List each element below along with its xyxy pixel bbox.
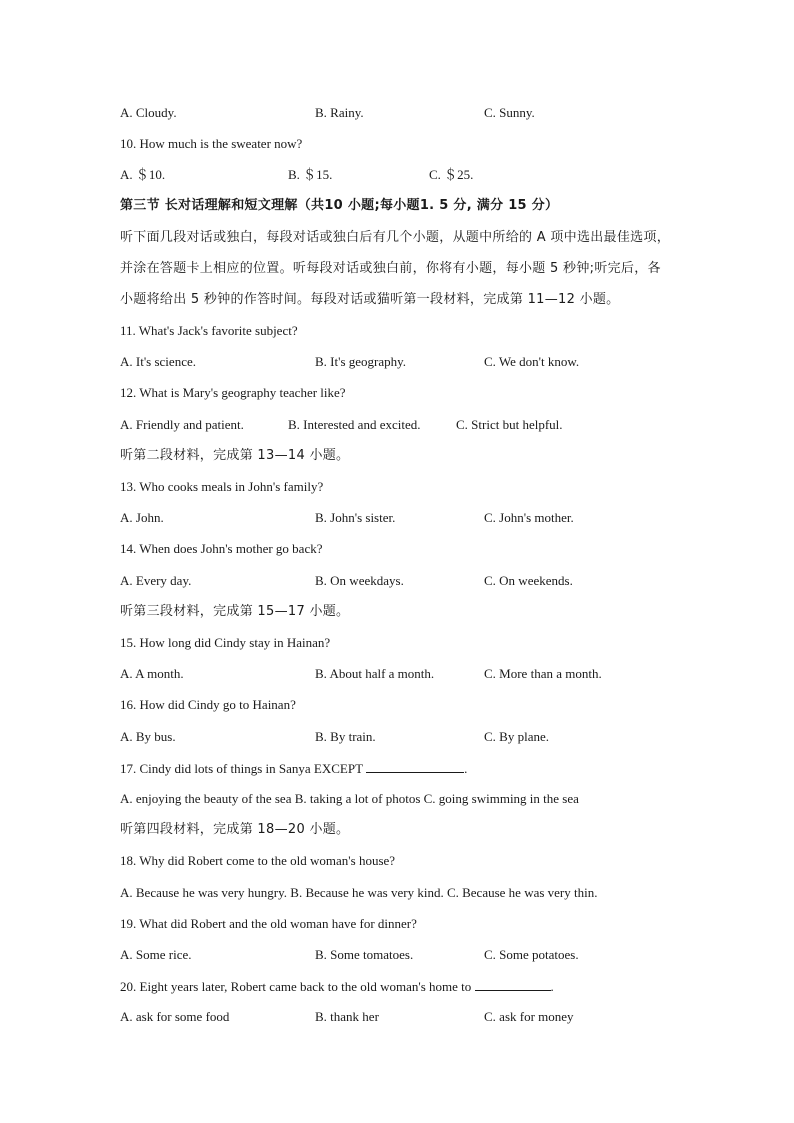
q18-options: A. Because he was very hungry. B. Because he was very kind. C. Because he was very thin.	[120, 885, 598, 900]
part4-intro: 听第四段材料，完成第 18—20 小题。	[120, 822, 350, 837]
q16-option-a: A. By bus.	[120, 729, 176, 744]
q13-option-a: A. John.	[120, 510, 164, 525]
q19-option-c: C. Some potatoes.	[484, 947, 579, 962]
q9-option-b: B. Rainy.	[315, 105, 364, 120]
instructions-line-2: 并涂在答题卡上相应的位置。听每段对话或独白前，你将有小题，每小题 5 秒钟;听完后，各	[120, 261, 661, 276]
q12-option-c: C. Strict but helpful.	[456, 417, 563, 432]
q9-option-c: C. Sunny.	[484, 105, 535, 120]
q20-answer-blank	[475, 978, 551, 991]
q15-question: 15. How long did Cindy stay in Hainan?	[120, 635, 331, 650]
q17-options: A. enjoying the beauty of the sea B. taking a lot of photos C. going swimming in the sea	[120, 791, 579, 806]
q14-option-a: A. Every day.	[120, 573, 192, 588]
q11-option-b: B. It's geography.	[315, 354, 407, 369]
q12-option-a: A. Friendly and patient.	[120, 417, 244, 432]
instructions-line-1: 听下面几段对话或独白，每段对话或独白后有几个小题，从题中所给的 A 项中选出最佳选项，	[120, 230, 671, 245]
q14-option-c: C. On weekends.	[484, 573, 573, 588]
q16-option-c: C. By plane.	[484, 729, 549, 744]
q17-question: 17. Cindy did lots of things in Sanya EXCEPT	[120, 761, 363, 776]
q20-end-period: .	[550, 979, 554, 994]
q19-option-b: B. Some tomatoes.	[315, 947, 414, 962]
q20-option-c: C. ask for money	[484, 1009, 574, 1024]
q10-question: 10. How much is the sweater now?	[120, 136, 303, 151]
q13-question: 13. Who cooks meals in John's family?	[120, 479, 324, 494]
q12-question: 12. What is Mary's geography teacher like?	[120, 385, 346, 400]
q20-question-line	[120, 978, 554, 995]
q13-option-b: B. John's sister.	[315, 510, 396, 525]
section-heading: 第三节 长对话理解和短文理解（共10 小题;每小题1. 5 分, 满分 15 分）	[120, 198, 559, 213]
q15-option-c: C. More than a month.	[484, 666, 602, 681]
q15-option-a: A. A month.	[120, 666, 184, 681]
part3-intro: 听第三段材料，完成第 15—17 小题。	[120, 604, 350, 619]
q10-option-b: B. ＄15.	[288, 167, 333, 182]
part2-intro: 听第二段材料，完成第 13—14 小题。	[120, 448, 350, 463]
q16-option-b: B. By train.	[315, 729, 376, 744]
q20-option-a: A. ask for some food	[120, 1009, 230, 1024]
q20-option-b: B. thank her	[315, 1009, 379, 1024]
q9-option-a: A. Cloudy.	[120, 105, 177, 120]
q11-option-a: A. It's science.	[120, 354, 196, 369]
q20-question: 20. Eight years later, Robert came back to the old woman's home to	[120, 979, 472, 994]
q17-end-period: .	[464, 761, 468, 776]
q19-question: 19. What did Robert and the old woman have for dinner?	[120, 916, 417, 931]
q14-question: 14. When does John's mother go back?	[120, 541, 323, 556]
q14-option-b: B. On weekdays.	[315, 573, 404, 588]
q10-option-a: A. ＄10.	[120, 167, 166, 182]
q12-option-b: B. Interested and excited.	[288, 417, 421, 432]
q15-option-b: B. About half a month.	[315, 666, 435, 681]
q11-question: 11. What's Jack's favorite subject?	[120, 323, 298, 338]
q19-option-a: A. Some rice.	[120, 947, 192, 962]
q16-question: 16. How did Cindy go to Hainan?	[120, 697, 296, 712]
q17-answer-blank	[366, 760, 464, 773]
q18-question: 18. Why did Robert come to the old woman's house?	[120, 853, 396, 868]
q17-question-line	[120, 760, 467, 777]
q13-option-c: C. John's mother.	[484, 510, 574, 525]
instructions-line-3: 小题将给出 5 秒钟的作答时间。每段对话或猫听第一段材料，完成第 11—12 小题。	[120, 292, 620, 307]
q11-option-c: C. We don't know.	[484, 354, 580, 369]
q10-option-c: C. ＄25.	[429, 167, 474, 182]
